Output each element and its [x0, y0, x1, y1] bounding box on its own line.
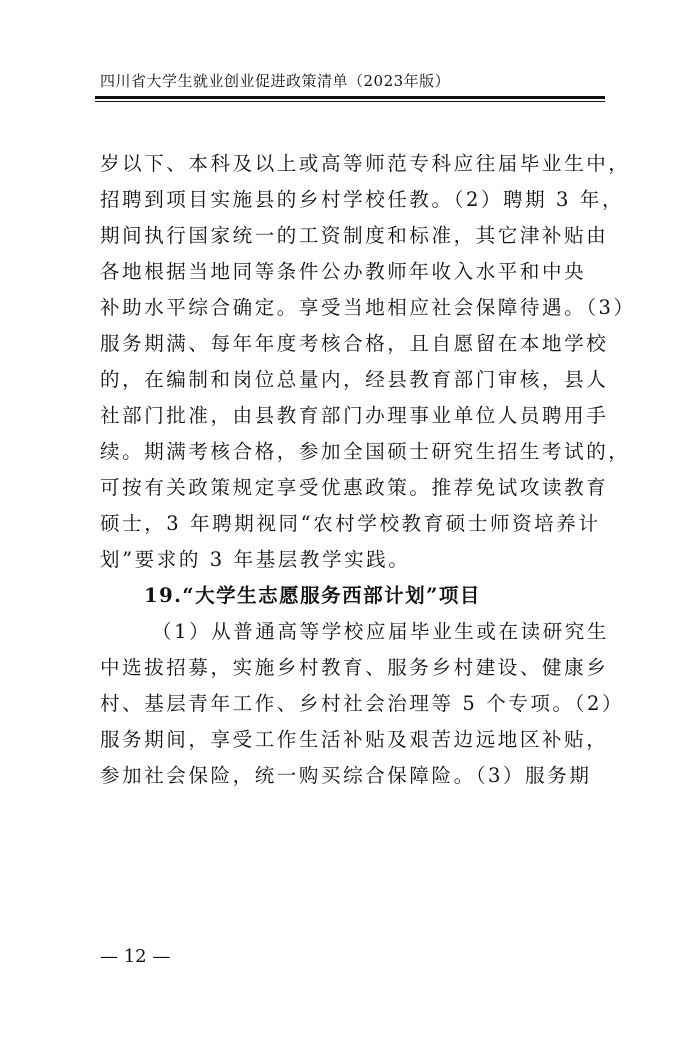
body-line: 村、基层青年工作、乡村社会治理等 5 个专项。（2） — [100, 692, 625, 715]
section-heading: 19.“大学生志愿服务西部计划”项目 — [144, 584, 481, 607]
body-line: 服务期满、每年年度考核合格，且自愿留在本地学校 — [100, 332, 609, 355]
body-line: 补助水平综合确定。享受当地相应社会保障待遇。（3） — [100, 296, 636, 319]
body-text — [100, 146, 636, 794]
body-line: （1）从普通高等学校应届毕业生或在读研究生 — [152, 620, 610, 643]
body-line: 岁以下、本科及以上或高等师范专科应往届毕业生中， — [100, 152, 631, 175]
body-line: 划”要求的 3 年基层教学实践。 — [100, 548, 411, 571]
body-line: 续。期满考核合格，参加全国硕士研究生招生考试的， — [100, 440, 631, 463]
running-header: 四川省大学生就业创业促进政策清单（2023年版） — [100, 72, 451, 90]
body-line: 各地根据当地同等条件公办教师年收入水平和中央 — [100, 260, 587, 283]
body-line: 的，在编制和岗位总量内，经县教育部门审核，县人 — [100, 368, 609, 391]
body-line: 招聘到项目实施县的乡村学校任教。（2）聘期 3 年， — [100, 188, 625, 211]
body-line: 服务期间，享受工作生活补贴及艰苦边远地区补贴， — [100, 728, 609, 751]
header-rule-thin — [95, 101, 605, 102]
body-line: 中选拔招募，实施乡村教育、服务乡村建设、健康乡 — [100, 656, 609, 679]
body-line: 参加社会保险，统一购买综合保障险。（3）服务期 — [100, 764, 592, 787]
header-rule-thick — [95, 96, 605, 99]
page-number: — 12 — — [100, 946, 171, 967]
body-line: 期间执行国家统一的工资制度和标准，其它津补贴由 — [100, 224, 609, 247]
body-line: 硕士，3 年聘期视同“农村学校教育硕士师资培养计 — [100, 512, 601, 535]
body-line: 可按有关政策规定享受优惠政策。推荐免试攻读教育 — [100, 476, 609, 499]
body-line: 社部门批准，由县教育部门办理事业单位人员聘用手 — [100, 404, 609, 427]
